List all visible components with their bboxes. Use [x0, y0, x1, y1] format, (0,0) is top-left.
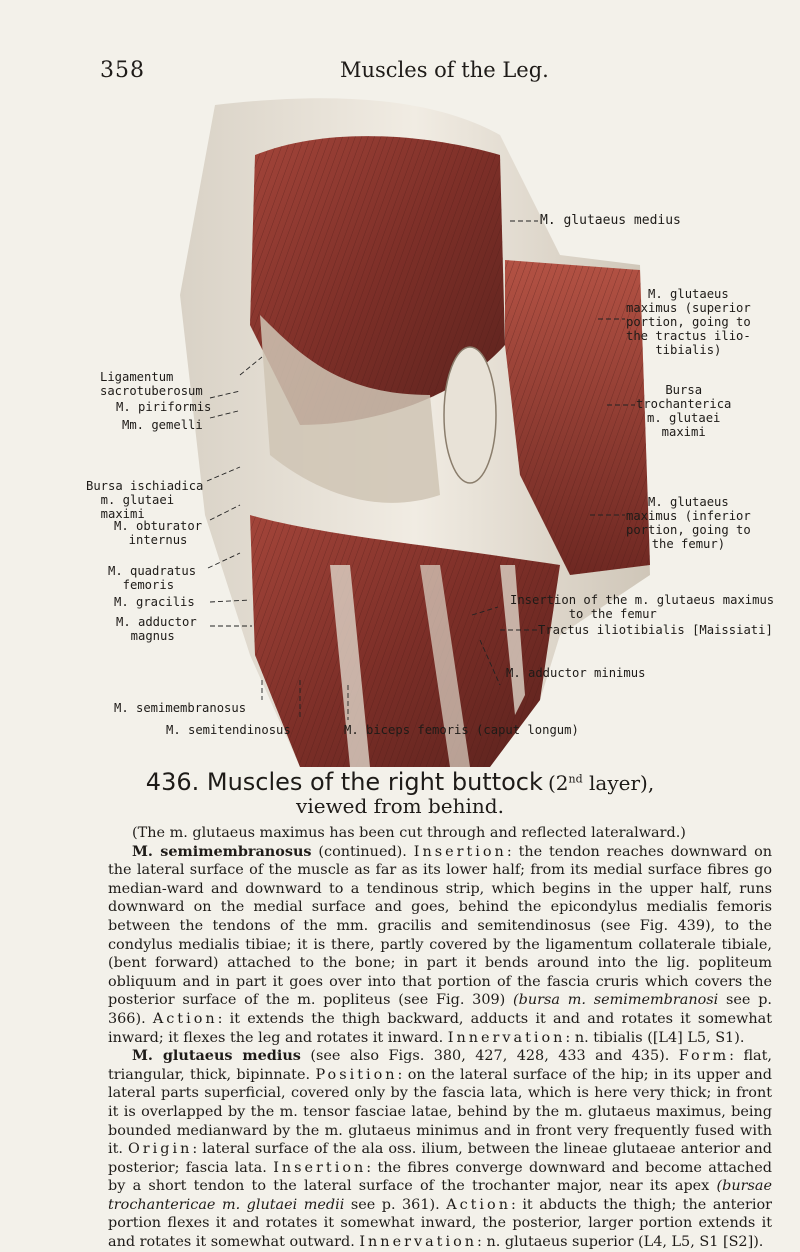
- label-glutaeus-medius: M. glutaeus medius: [540, 213, 681, 228]
- bursa-trochanterica-shape: [444, 347, 496, 483]
- label-obturator-internus: M. obturator internus: [114, 519, 203, 547]
- paragraph-note: (The m. glutaeus maximus has been cut through and reflected lateralward.): [132, 825, 686, 841]
- body-text: [108, 824, 772, 1252]
- label-tractus-iliotibialis: Tractus iliotibialis [Maissiati]: [538, 623, 773, 637]
- running-title: Muscles of the Leg.: [340, 58, 549, 82]
- label-adductor-magnus: M. adductor magnus: [116, 615, 197, 643]
- figure-caption: [0, 768, 800, 796]
- anatomy-figure: [0, 95, 800, 767]
- label-adductor-minimus: M. adductor minimus: [506, 666, 646, 680]
- label-ligamentum-sacrotuberosum: Ligamentum sacrotuberosum: [100, 370, 203, 398]
- page-header: [0, 58, 800, 88]
- label-gemelli: Mm. gemelli: [122, 418, 203, 432]
- paragraph-semimembranosus: M. semimembranosus (continued). Insertion: the tendon reaches downward on the lateral surface of the muscle as far as its lower half; from its medial surface fibres go median-ward and downward to a tendinous strip, which begins in the upper half, runs downward on the medial surface and goes, behind the epicondylus medialis femoris between the tendons of the mm. gracilis and semitendinosus (see Fig. 439), to the condylus medialis tibiae; it is there, partly covered by the ligamentum collaterale tibiale, (bent forward) attached to the bone; in part it bends around into the lig. popliteum obliquum and in part it goes over into that portion of the fascia cruris which covers the posterior surface of the m. popliteus (see Fig. 309) (bursa m. semimembranosi see p. 366). Action: it extends the thigh backward, adducts it and and rotates it somewhat inward; it flexes the leg and rotates it inward. Innervation: n. tibialis ([L4] L5, S1).: [108, 842, 773, 1046]
- label-bursa-ischiadica: Bursa ischiadica m. glutaei maximi: [86, 479, 204, 521]
- page-number: 358: [100, 58, 145, 83]
- label-glutaeus-maximus-superior: M. glutaeus maximus (superior portion, going to the tractus ilio- tibialis): [626, 287, 751, 357]
- caption-subtitle: viewed from behind.: [296, 794, 504, 818]
- label-glutaeus-maximus-inferior: M. glutaeus maximus (inferior portion, going to the femur): [626, 495, 751, 551]
- label-piriformis: M. piriformis: [116, 400, 212, 414]
- label-bursa-trochanterica: Bursa trochanterica m. glutaei maximi: [636, 383, 732, 439]
- label-gracilis: M. gracilis: [114, 595, 195, 609]
- label-biceps-femoris: M. biceps femoris (caput longum): [344, 723, 579, 737]
- label-quadratus-femoris: M. quadratus femoris: [108, 564, 197, 592]
- caption-title: 436. Muscles of the right buttock: [145, 768, 543, 796]
- label-semimembranosus: M. semimembranosus: [114, 701, 247, 715]
- caption-layer: (2nd layer),: [547, 771, 655, 795]
- paragraph-glutaeus-medius: M. glutaeus medius (see also Figs. 380, 427, 428, 433 and 435). Form: flat, triangular, thick, bipinnate. Position: on the lateral surface of the hip; in its upper and lateral parts superficial, covered only by the fascia lata, which is here very thick; in front it is overlapped by the m. tensor fasciae latae, behind by the m. glutaeus maximus, being bounded medianward by the m. glutaeus minimus and in front very frequently fused with it. Origin: lateral surface of the ala oss. ilium, between the lineae glutaeae anterior and posterior; fascia lata. Insertion: the fibres converge downward and become attached by a short tendon to the lateral surface of the trochanter major, near its apex (bursae trochantericae m. glutaei medii see p. 361). Action: it abducts the thigh; the anterior portion flexes it and rotates it somewhat inward, the posterior, larger portion extends it and rotates it somewhat outward. Innervation: n. glutaeus superior (L4, L5, S1 [S2]).: [108, 1047, 773, 1251]
- label-semitendinosus: M. semitendinosus: [166, 723, 291, 737]
- label-insertion: Insertion of the m. glutaeus maximus to the femur: [510, 593, 775, 621]
